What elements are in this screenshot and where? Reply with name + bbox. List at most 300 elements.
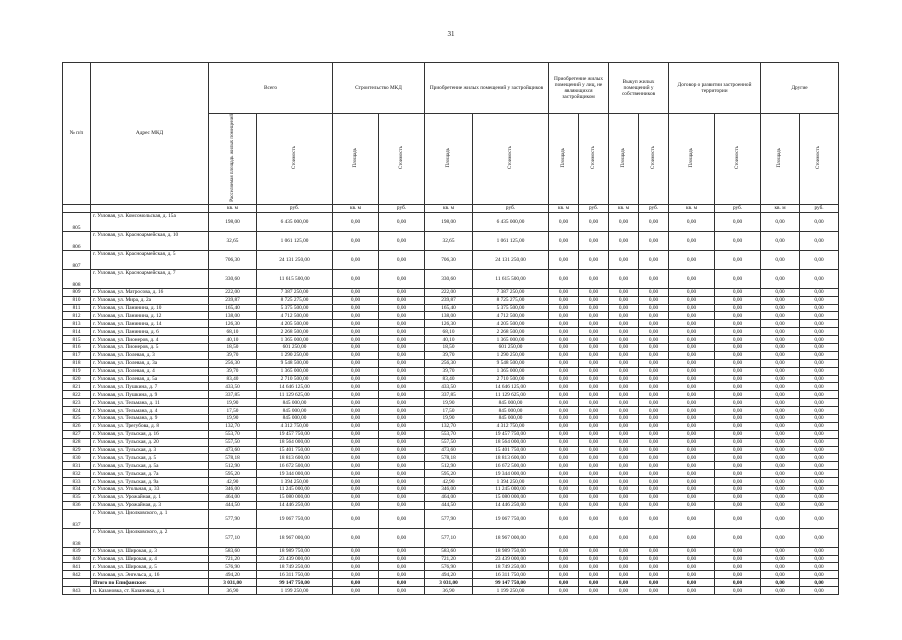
row-buyout-cost: 0,00: [639, 579, 669, 587]
row-buyout-area: 0,00: [609, 328, 639, 336]
row-construction-cost: 0,00: [379, 563, 425, 571]
row-developer-area: 494,20: [425, 571, 473, 579]
row-territory-cost: 0,00: [715, 528, 761, 547]
row-developer-cost: 1 061 125,00: [473, 231, 549, 250]
row-nondev-area: 0,00: [549, 304, 579, 312]
row-nondev-area: 0,00: [549, 422, 579, 430]
header-group-total: Всего: [209, 63, 333, 114]
row-other-area: 0,00: [761, 470, 800, 478]
row-other-cost: 0,00: [800, 493, 839, 501]
table-row: [63, 304, 839, 312]
table-row: [63, 415, 839, 423]
row-buyout-area: 0,00: [609, 304, 639, 312]
row-number: 842: [63, 571, 91, 579]
row-developer-cost: 845 000,00: [473, 399, 549, 407]
row-buyout-cost: 0,00: [639, 454, 669, 462]
row-construction-cost: 0,00: [379, 501, 425, 509]
row-developer-area: 473,60: [425, 446, 473, 454]
row-nondev-cost: 0,00: [579, 212, 609, 231]
row-address: г. Узловая, ул. Пушкина, д. 9: [91, 391, 209, 399]
row-address: г. Узловая, ул. Мира, д. 2а: [91, 296, 209, 304]
row-construction-cost: 0,00: [379, 438, 425, 446]
row-number: 810: [63, 296, 91, 304]
row-nondev-area: 0,00: [549, 250, 579, 269]
row-buyout-area: 0,00: [609, 250, 639, 269]
row-buyout-cost: 0,00: [639, 430, 669, 438]
row-territory-area: 0,00: [669, 383, 715, 391]
row-construction-cost: 0,00: [379, 269, 425, 288]
table-row: [63, 571, 839, 579]
row-cost-total: 18 564 000,00: [257, 438, 333, 446]
row-developer-area: 577,10: [425, 528, 473, 547]
row-developer-area: 337,85: [425, 391, 473, 399]
row-developer-area: 239,87: [425, 296, 473, 304]
row-address: г. Узловая, ул. Пионеров, д. 5: [91, 343, 209, 351]
row-buyout-cost: 0,00: [639, 359, 669, 367]
row-developer-cost: 11 615 500,00: [473, 269, 549, 288]
row-cost-total: 18 749 250,00: [257, 563, 333, 571]
row-other-area: 0,00: [761, 446, 800, 454]
row-other-area: 0,00: [761, 367, 800, 375]
row-construction-cost: 0,00: [379, 250, 425, 269]
row-area-total: 36,90: [209, 587, 257, 595]
row-other-area: 0,00: [761, 579, 800, 587]
row-buyout-cost: 0,00: [639, 528, 669, 547]
row-nondev-cost: 0,00: [579, 336, 609, 344]
row-number: 820: [63, 375, 91, 383]
page-number: 31: [447, 30, 455, 38]
row-number: 827: [63, 430, 91, 438]
row-nondev-cost: 0,00: [579, 399, 609, 407]
row-nondev-area: 0,00: [549, 269, 579, 288]
row-area-total: 19,90: [209, 415, 257, 423]
row-construction-area: 0,00: [333, 359, 379, 367]
row-construction-area: 0,00: [333, 528, 379, 547]
row-address: г. Узловая, ул. Угольная, д. 33: [91, 486, 209, 494]
row-area-total: 256,30: [209, 359, 257, 367]
row-construction-area: 0,00: [333, 547, 379, 555]
row-cost-total: 4 312 750,00: [257, 422, 333, 430]
row-address: г. Узловая, ул. Тульская, д. 3: [91, 446, 209, 454]
row-buyout-area: 0,00: [609, 555, 639, 563]
row-cost-total: 16 311 750,00: [257, 571, 333, 579]
row-territory-cost: 0,00: [715, 493, 761, 501]
row-other-cost: 0,00: [800, 375, 839, 383]
row-address: г. Узловая, ул. Энгельса, д. 16: [91, 571, 209, 579]
row-nondev-cost: 0,00: [579, 470, 609, 478]
row-developer-area: 40,10: [425, 336, 473, 344]
row-developer-area: 36,90: [425, 587, 473, 595]
row-area-total: 39,70: [209, 367, 257, 375]
row-buyout-area: 0,00: [609, 579, 639, 587]
row-cost-total: 1 394 250,00: [257, 478, 333, 486]
row-other-area: 0,00: [761, 375, 800, 383]
row-nondev-area: 0,00: [549, 320, 579, 328]
row-construction-cost: 0,00: [379, 351, 425, 359]
row-address: г. Узловая, ул. Циолковского, д. 2: [91, 528, 209, 547]
row-construction-cost: 0,00: [379, 383, 425, 391]
row-nondev-area: 0,00: [549, 407, 579, 415]
row-developer-area: 132,70: [425, 422, 473, 430]
row-developer-area: 721,20: [425, 555, 473, 563]
row-address: г. Узловая, ул. Красноармейская, д. 7: [91, 269, 209, 288]
row-buyout-cost: 0,00: [639, 446, 669, 454]
row-construction-area: 0,00: [333, 446, 379, 454]
row-other-area: 0,00: [761, 501, 800, 509]
row-nondev-area: 0,00: [549, 587, 579, 595]
row-number: 839: [63, 547, 91, 555]
row-territory-area: 0,00: [669, 250, 715, 269]
row-territory-cost: 0,00: [715, 367, 761, 375]
row-nondev-area: 0,00: [549, 555, 579, 563]
row-nondev-cost: 0,00: [579, 547, 609, 555]
row-buyout-cost: 0,00: [639, 470, 669, 478]
row-address: г. Узловая, ул. Пушкина, д. 7: [91, 383, 209, 391]
row-developer-area: 165,40: [425, 304, 473, 312]
row-address: г. Узловая, ул. Панинина, д. 12: [91, 312, 209, 320]
row-territory-area: 0,00: [669, 470, 715, 478]
row-other-area: 0,00: [761, 547, 800, 555]
row-address: г. Узловая, ул. Панинина, д. 14: [91, 320, 209, 328]
row-construction-cost: 0,00: [379, 343, 425, 351]
row-address: г. Узловая, ул. Полевая, д. 5а: [91, 375, 209, 383]
row-area-total: 330,60: [209, 269, 257, 288]
row-nondev-area: 0,00: [549, 343, 579, 351]
header-unit-cost: руб.: [473, 204, 549, 212]
row-territory-area: 0,00: [669, 587, 715, 595]
row-buyout-area: 0,00: [609, 509, 639, 528]
header-sub-area: Площадь: [609, 114, 639, 205]
row-developer-area: 706,30: [425, 250, 473, 269]
row-other-area: 0,00: [761, 438, 800, 446]
row-nondev-cost: 0,00: [579, 501, 609, 509]
row-nondev-area: 0,00: [549, 375, 579, 383]
header-sub-cost: Стоимость: [473, 114, 549, 205]
row-buyout-area: 0,00: [609, 415, 639, 423]
row-nondev-area: 0,00: [549, 563, 579, 571]
row-buyout-area: 0,00: [609, 438, 639, 446]
row-developer-area: 444,50: [425, 501, 473, 509]
header-sub-area: Площадь: [761, 114, 800, 205]
row-other-area: 0,00: [761, 509, 800, 528]
row-area-total: 239,87: [209, 296, 257, 304]
row-construction-area: 0,00: [333, 493, 379, 501]
row-area-total: 444,50: [209, 501, 257, 509]
row-address: г. Узловая, ул. Тельмана, д. 9: [91, 415, 209, 423]
row-number: 829: [63, 446, 91, 454]
row-area-total: 433,50: [209, 383, 257, 391]
row-buyout-cost: 0,00: [639, 422, 669, 430]
row-other-area: 0,00: [761, 528, 800, 547]
row-territory-cost: 0,00: [715, 383, 761, 391]
row-number: 836: [63, 501, 91, 509]
row-other-area: 0,00: [761, 296, 800, 304]
row-other-cost: 0,00: [800, 231, 839, 250]
row-address: г. Узловая, ул. Тельмана, д. 4: [91, 407, 209, 415]
row-other-area: 0,00: [761, 383, 800, 391]
row-cost-total: 1 199 250,00: [257, 587, 333, 595]
row-nondev-cost: 0,00: [579, 486, 609, 494]
row-nondev-cost: 0,00: [579, 269, 609, 288]
row-construction-cost: 0,00: [379, 375, 425, 383]
row-developer-area: 3 031,00: [425, 579, 473, 587]
row-number: 815: [63, 336, 91, 344]
row-nondev-area: 0,00: [549, 438, 579, 446]
row-developer-area: 83,40: [425, 375, 473, 383]
row-buyout-cost: 0,00: [639, 501, 669, 509]
row-nondev-cost: 0,00: [579, 446, 609, 454]
row-buyout-cost: 0,00: [639, 587, 669, 595]
row-number: 840: [63, 555, 91, 563]
table-row: [63, 343, 839, 351]
table-row: [63, 296, 839, 304]
row-nondev-cost: 0,00: [579, 422, 609, 430]
table-row: [63, 486, 839, 494]
row-other-area: 0,00: [761, 462, 800, 470]
row-address: г. Узловая, ул. Тельмана, д. 11: [91, 399, 209, 407]
table-row: [63, 407, 839, 415]
row-territory-cost: 0,00: [715, 555, 761, 563]
row-territory-area: 0,00: [669, 359, 715, 367]
row-territory-area: 0,00: [669, 528, 715, 547]
row-cost-total: 4 205 500,00: [257, 320, 333, 328]
row-address: г. Узловая, ул. Панинина, д. 10: [91, 304, 209, 312]
row-construction-cost: 0,00: [379, 415, 425, 423]
row-territory-area: 0,00: [669, 509, 715, 528]
row-number: 813: [63, 320, 91, 328]
table-row: [63, 212, 839, 231]
row-developer-cost: 99 147 750,00: [473, 579, 549, 587]
row-address: г. Узловая, ул. Тульская, д. 20: [91, 438, 209, 446]
row-number: 837: [63, 509, 91, 528]
row-territory-area: 0,00: [669, 312, 715, 320]
row-buyout-cost: 0,00: [639, 478, 669, 486]
header-sub-cost: Стоимость: [639, 114, 669, 205]
row-construction-area: 0,00: [333, 320, 379, 328]
row-territory-cost: 0,00: [715, 415, 761, 423]
row-other-cost: 0,00: [800, 579, 839, 587]
row-construction-area: 0,00: [333, 343, 379, 351]
row-buyout-area: 0,00: [609, 501, 639, 509]
row-nondev-area: 0,00: [549, 288, 579, 296]
row-construction-cost: 0,00: [379, 571, 425, 579]
row-cost-total: 9 548 500,00: [257, 359, 333, 367]
row-other-area: 0,00: [761, 407, 800, 415]
row-area-total: 132,70: [209, 422, 257, 430]
row-buyout-cost: 0,00: [639, 304, 669, 312]
row-nondev-area: 0,00: [549, 528, 579, 547]
header-sub-cost: Стоимость: [800, 114, 839, 205]
row-address: г. Узловая, ул. Циолковского, д. 1: [91, 509, 209, 528]
row-area-total: 578,18: [209, 454, 257, 462]
row-territory-area: 0,00: [669, 454, 715, 462]
row-nondev-area: 0,00: [549, 391, 579, 399]
row-construction-area: 0,00: [333, 430, 379, 438]
row-construction-area: 0,00: [333, 486, 379, 494]
row-other-cost: 0,00: [800, 509, 839, 528]
header-sub-cost: Стоимость: [379, 114, 425, 205]
row-buyout-area: 0,00: [609, 212, 639, 231]
row-developer-cost: 845 000,00: [473, 415, 549, 423]
row-other-cost: 0,00: [800, 250, 839, 269]
row-nondev-area: 0,00: [549, 571, 579, 579]
row-area-total: 42,90: [209, 478, 257, 486]
row-area-total: 473,60: [209, 446, 257, 454]
row-construction-area: 0,00: [333, 399, 379, 407]
row-developer-cost: 23 439 000,00: [473, 555, 549, 563]
row-construction-area: 0,00: [333, 269, 379, 288]
row-construction-cost: 0,00: [379, 359, 425, 367]
row-number: 805: [63, 212, 91, 231]
row-cost-total: 1 290 250,00: [257, 351, 333, 359]
row-number: 825: [63, 415, 91, 423]
row-developer-area: 68,10: [425, 328, 473, 336]
row-construction-cost: 0,00: [379, 486, 425, 494]
row-developer-cost: 601 250,00: [473, 343, 549, 351]
row-buyout-cost: 0,00: [639, 328, 669, 336]
row-developer-area: 433,50: [425, 383, 473, 391]
row-other-cost: 0,00: [800, 351, 839, 359]
row-number: 819: [63, 367, 91, 375]
row-nondev-cost: 0,00: [579, 571, 609, 579]
row-territory-cost: 0,00: [715, 304, 761, 312]
row-cost-total: 24 131 250,00: [257, 250, 333, 269]
row-nondev-cost: 0,00: [579, 528, 609, 547]
row-nondev-area: 0,00: [549, 336, 579, 344]
row-nondev-area: 0,00: [549, 351, 579, 359]
row-cost-total: 8 725 275,00: [257, 296, 333, 304]
row-developer-cost: 1 199 250,00: [473, 587, 549, 595]
row-developer-area: 256,30: [425, 359, 473, 367]
row-developer-area: 595,20: [425, 470, 473, 478]
row-developer-cost: 16 311 750,00: [473, 571, 549, 579]
row-construction-cost: 0,00: [379, 288, 425, 296]
row-number: 841: [63, 563, 91, 571]
row-nondev-area: 0,00: [549, 312, 579, 320]
header-group-construction: Строительство МКД: [333, 63, 425, 114]
row-other-area: 0,00: [761, 555, 800, 563]
row-cost-total: 99 147 750,00: [257, 579, 333, 587]
row-nondev-area: 0,00: [549, 501, 579, 509]
row-cost-total: 5 375 500,00: [257, 304, 333, 312]
row-number: 816: [63, 343, 91, 351]
table-row: [63, 547, 839, 555]
row-buyout-cost: 0,00: [639, 367, 669, 375]
table-row: [63, 470, 839, 478]
row-area-total: 32,65: [209, 231, 257, 250]
row-buyout-cost: 0,00: [639, 375, 669, 383]
row-cost-total: 14 446 250,00: [257, 501, 333, 509]
row-territory-area: 0,00: [669, 336, 715, 344]
row-territory-area: 0,00: [669, 579, 715, 587]
row-developer-area: 19,90: [425, 415, 473, 423]
row-nondev-area: 0,00: [549, 430, 579, 438]
row-nondev-cost: 0,00: [579, 430, 609, 438]
row-buyout-area: 0,00: [609, 446, 639, 454]
row-other-cost: 0,00: [800, 446, 839, 454]
row-developer-area: 39,70: [425, 367, 473, 375]
row-nondev-cost: 0,00: [579, 375, 609, 383]
table-row: [63, 288, 839, 296]
row-developer-cost: 5 375 500,00: [473, 304, 549, 312]
row-developer-area: 553,70: [425, 430, 473, 438]
row-nondev-area: 0,00: [549, 367, 579, 375]
row-area-total: 165,40: [209, 304, 257, 312]
row-nondev-area: 0,00: [549, 212, 579, 231]
row-developer-area: 138,00: [425, 312, 473, 320]
header-unit-area: кв. м: [549, 204, 579, 212]
row-territory-cost: 0,00: [715, 231, 761, 250]
table-row: [63, 231, 839, 250]
row-nondev-area: 0,00: [549, 579, 579, 587]
row-number: 832: [63, 470, 91, 478]
row-buyout-area: 0,00: [609, 493, 639, 501]
header-unit-blank: [63, 204, 91, 212]
table-row: [63, 391, 839, 399]
row-nondev-cost: 0,00: [579, 563, 609, 571]
row-developer-cost: 16 672 500,00: [473, 462, 549, 470]
row-nondev-cost: 0,00: [579, 304, 609, 312]
row-construction-cost: 0,00: [379, 555, 425, 563]
row-other-area: 0,00: [761, 343, 800, 351]
row-other-area: 0,00: [761, 269, 800, 288]
row-construction-cost: 0,00: [379, 430, 425, 438]
row-area-total: 40,10: [209, 336, 257, 344]
header-unit-area: кв. м: [761, 204, 800, 212]
header-sub-cost: Стоимость: [257, 114, 333, 205]
row-territory-area: 0,00: [669, 486, 715, 494]
row-cost-total: 15 080 000,00: [257, 493, 333, 501]
row-territory-cost: 0,00: [715, 446, 761, 454]
row-construction-area: 0,00: [333, 391, 379, 399]
row-nondev-area: 0,00: [549, 462, 579, 470]
row-number: 830: [63, 454, 91, 462]
row-other-cost: 0,00: [800, 320, 839, 328]
row-other-area: 0,00: [761, 430, 800, 438]
row-area-total: 18,50: [209, 343, 257, 351]
row-number: 818: [63, 359, 91, 367]
row-other-cost: 0,00: [800, 571, 839, 579]
row-construction-cost: 0,00: [379, 312, 425, 320]
row-buyout-area: 0,00: [609, 336, 639, 344]
row-buyout-cost: 0,00: [639, 438, 669, 446]
header-group-non-developers: Приобретение жилых помещений у лиц, не являющихся застройщиком: [549, 63, 609, 114]
row-buyout-area: 0,00: [609, 399, 639, 407]
row-cost-total: 2 268 500,00: [257, 328, 333, 336]
row-construction-cost: 0,00: [379, 528, 425, 547]
row-other-cost: 0,00: [800, 528, 839, 547]
row-nondev-area: 0,00: [549, 296, 579, 304]
row-number: [63, 579, 91, 587]
table-row: [63, 351, 839, 359]
row-other-area: 0,00: [761, 571, 800, 579]
row-number: 833: [63, 478, 91, 486]
table-row: [63, 269, 839, 288]
table-row: [63, 430, 839, 438]
row-territory-area: 0,00: [669, 462, 715, 470]
row-territory-cost: 0,00: [715, 288, 761, 296]
row-cost-total: 19 457 750,00: [257, 430, 333, 438]
row-developer-area: 583,60: [425, 547, 473, 555]
row-construction-area: 0,00: [333, 336, 379, 344]
row-other-area: 0,00: [761, 250, 800, 269]
row-developer-cost: 18 749 250,00: [473, 563, 549, 571]
row-cost-total: 14 646 125,00: [257, 383, 333, 391]
row-address: г. Узловая, ул. Урожайная, д. 1: [91, 493, 209, 501]
row-number: 828: [63, 438, 91, 446]
row-territory-cost: 0,00: [715, 422, 761, 430]
row-nondev-area: 0,00: [549, 486, 579, 494]
